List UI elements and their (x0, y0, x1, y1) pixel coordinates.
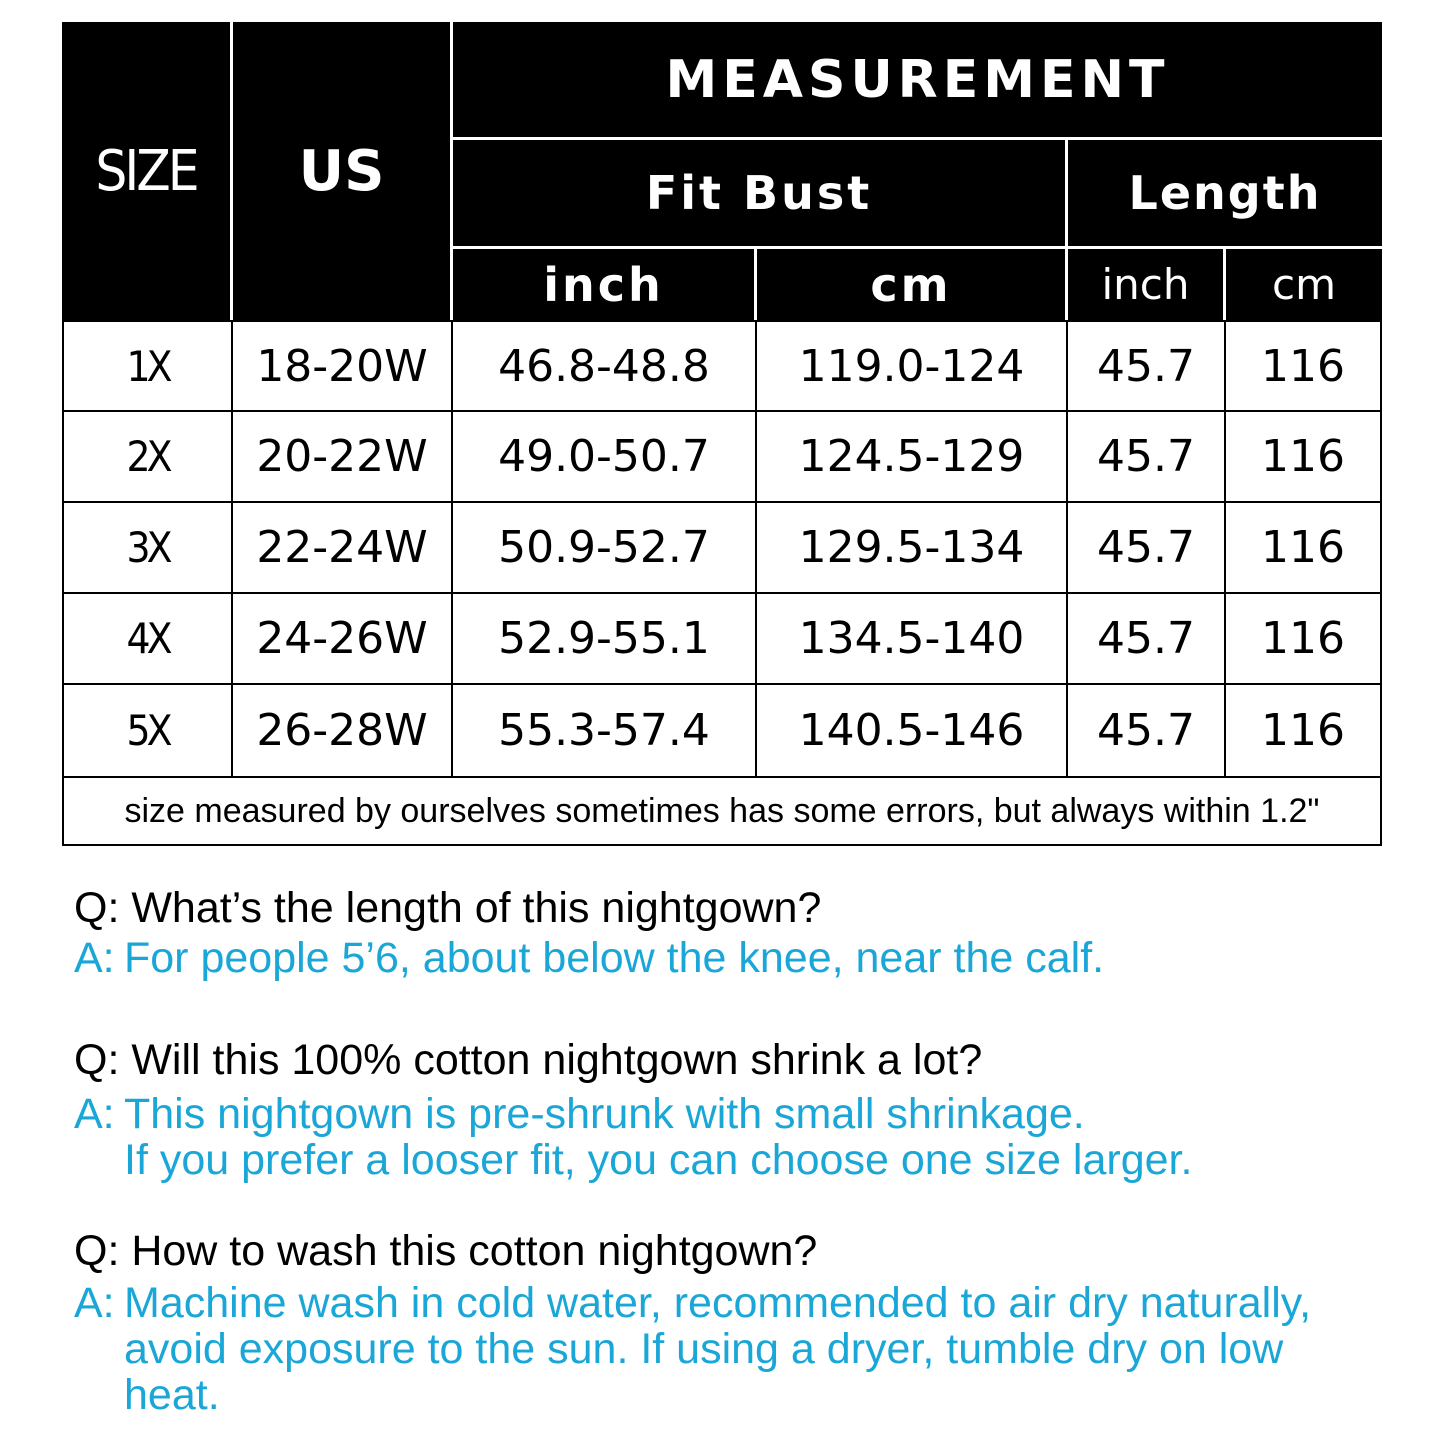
size-chart (62, 22, 1382, 846)
row-3-length-cm: 116 (1224, 501, 1382, 594)
row-2-length-inch: 45.7 (1066, 410, 1226, 503)
row-1-size: 1X (62, 320, 233, 412)
row-1-us: 18-20W (231, 320, 453, 412)
faq-3-answer-line: Machine wash in cold water, recommended to air dry naturally, (124, 1279, 1312, 1327)
faq-2-answer-line: This nightgown is pre-shrunk with small shrinkage. (124, 1090, 1085, 1138)
row-3-us: 22-24W (231, 501, 453, 594)
row-4-bust-cm: 134.5-140 (755, 592, 1068, 685)
bust-cm-header: cm (757, 249, 1065, 320)
row-4-us: 24-26W (231, 592, 453, 685)
row-4-length-inch: 45.7 (1066, 592, 1226, 685)
row-5-length-cm: 116 (1224, 683, 1382, 778)
length-cm-header: cm (1226, 249, 1382, 320)
length-inch-header: inch (1068, 249, 1223, 320)
row-5-bust-cm: 140.5-146 (755, 683, 1068, 778)
row-2-length-cm: 116 (1224, 410, 1382, 503)
row-5-us: 26-28W (231, 683, 453, 778)
row-3-bust-inch: 50.9-52.7 (451, 501, 757, 594)
faq-3-question: Q: How to wash this cotton nightgown? (74, 1227, 818, 1275)
row-2-bust-cm: 124.5-129 (755, 410, 1068, 503)
row-4-bust-inch: 52.9-55.1 (451, 592, 757, 685)
row-1-bust-inch: 46.8-48.8 (451, 320, 757, 412)
faq-1-answer (74, 935, 1414, 981)
measurement-header: MEASUREMENT (453, 22, 1382, 137)
row-1-length-cm: 116 (1224, 320, 1382, 412)
faq-3 (74, 1228, 1414, 1418)
faq-2-answer (74, 1091, 1414, 1183)
row-4-length-cm: 116 (1224, 592, 1382, 685)
row-2-bust-inch: 49.0-50.7 (451, 410, 757, 503)
faq-1-answer-prefix: A: (74, 934, 115, 982)
faq-2-question: Q: Will this 100% cotton nightgown shrink a lot? (74, 1036, 983, 1084)
size-header: SIZE (62, 22, 230, 320)
faq-2-answer-line: If you prefer a looser fit, you can choose one size larger. (124, 1136, 1193, 1184)
row-5-bust-inch: 55.3-57.4 (451, 683, 757, 778)
row-3-bust-cm: 129.5-134 (755, 501, 1068, 594)
faq-2-answer-prefix: A: (74, 1090, 115, 1138)
row-1-length-inch: 45.7 (1066, 320, 1226, 412)
fit-bust-header: Fit Bust (453, 140, 1065, 246)
row-2-size: 2X (62, 410, 233, 503)
us-header: US (233, 22, 450, 320)
faq-3-answer-line: avoid exposure to the sun. If using a dryer, tumble dry on low (124, 1325, 1284, 1373)
row-5-length-inch: 45.7 (1066, 683, 1226, 778)
row-5-size: 5X (62, 683, 233, 778)
row-1-bust-cm: 119.0-124 (755, 320, 1068, 412)
faq-1 (74, 885, 1414, 981)
faq-2 (74, 1037, 1414, 1183)
row-3-size: 3X (62, 501, 233, 594)
bust-inch-header: inch (453, 249, 754, 320)
faq-1-question: Q: What’s the length of this nightgown? (74, 884, 822, 932)
row-4-size: 4X (62, 592, 233, 685)
measurement-note: size measured by ourselves sometimes has some errors, but always within 1.2" (62, 776, 1382, 846)
row-2-us: 20-22W (231, 410, 453, 503)
row-3-length-inch: 45.7 (1066, 501, 1226, 594)
faq-3-answer-line: heat. (124, 1371, 220, 1419)
length-header: Length (1068, 140, 1382, 246)
faq-1-answer-line: For people 5’6, about below the knee, near the calf. (124, 934, 1105, 982)
faq-3-answer-prefix: A: (74, 1279, 115, 1327)
faq-3-answer (74, 1280, 1414, 1418)
